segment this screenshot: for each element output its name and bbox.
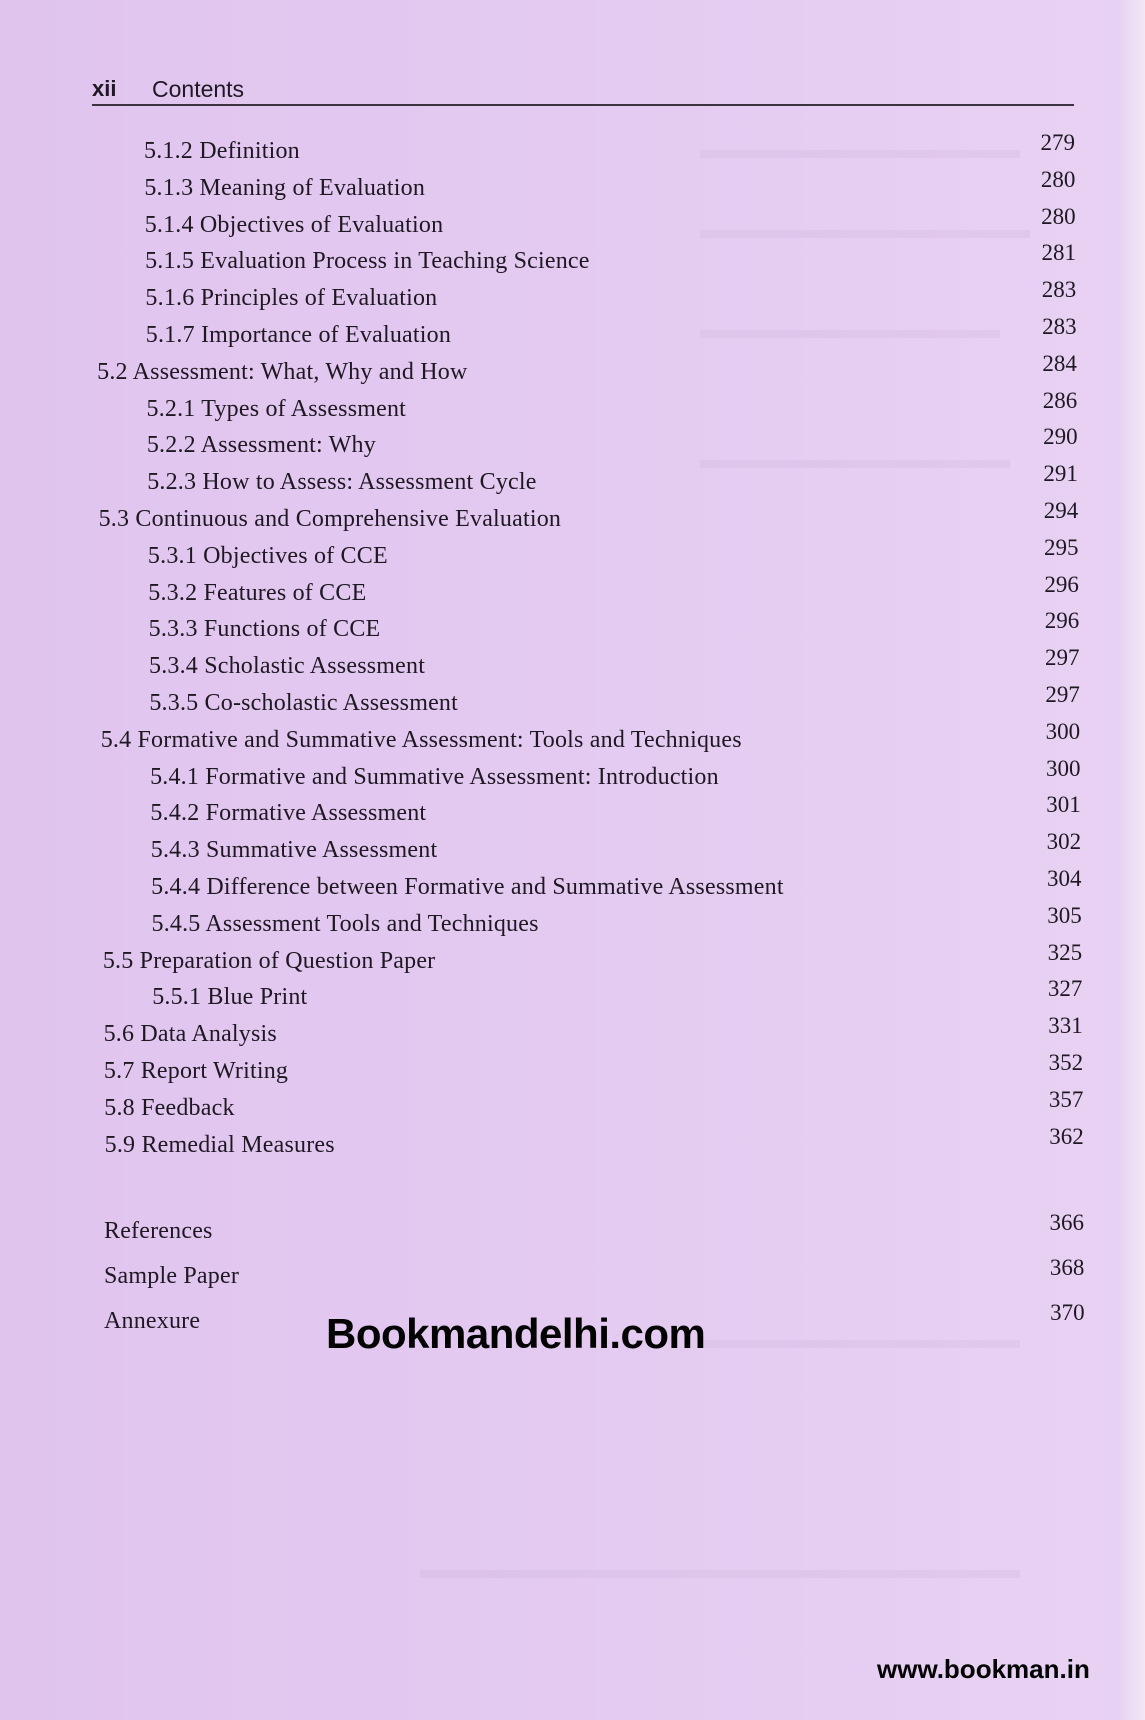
toc-entry [0, 755, 1145, 798]
toc-entry-label: 5.2.3 How to Assess: Assessment Cycle [147, 469, 537, 496]
toc-entry [0, 682, 1145, 724]
toc-entry [0, 277, 1145, 319]
toc-entry-label: 5.9 Remedial Measures [104, 1131, 335, 1158]
toc-entry-page: 294 [1043, 498, 1079, 523]
toc-entry-label: 5.2 Assessment: What, Why and How [97, 358, 468, 385]
toc-entry-label: 5.1.5 Evaluation Process in Teaching Science [145, 248, 590, 275]
toc-entry-label: 5.7 Report Writing [103, 1058, 289, 1084]
toc-entry-page: 291 [1043, 461, 1078, 487]
toc-entry-label: 5.3.1 Objectives of CCE [147, 542, 388, 569]
toc-entry-page: 297 [1045, 645, 1080, 671]
toc-entry-page: 283 [1041, 277, 1077, 303]
toc-entry [0, 902, 1145, 945]
toc-entry [0, 534, 1145, 577]
toc-entry-page: 296 [1044, 571, 1079, 597]
toc-entry [0, 571, 1145, 614]
toc-entry-label: 5.3.5 Co-scholastic Assessment [149, 690, 458, 716]
toc-entry-page: 325 [1047, 939, 1083, 965]
toc-entry-label: 5.4.2 Formative Assessment [150, 800, 427, 827]
toc-entry [0, 645, 1145, 687]
toc-entry [0, 1123, 1145, 1166]
toc-entry-page: 370 [1050, 1300, 1085, 1325]
toc-entry-page: 331 [1048, 1013, 1083, 1039]
toc-entry-page: 283 [1042, 314, 1077, 339]
toc-entry [0, 608, 1145, 650]
toc-entry [0, 498, 1145, 540]
toc-entry [0, 866, 1145, 908]
toc-entry-page: 352 [1048, 1050, 1084, 1075]
running-head: Contents [152, 76, 245, 102]
toc-entry [0, 1050, 1145, 1092]
toc-entry-label: 5.1.7 Importance of Evaluation [145, 322, 452, 348]
toc-entry [0, 166, 1145, 209]
toc-entry-page: 295 [1044, 534, 1079, 560]
toc-entry-label: 5.2.2 Assessment: Why [146, 432, 376, 459]
toc-entry [0, 461, 1145, 503]
toc-entry-page: 305 [1047, 902, 1082, 928]
toc-entry [0, 976, 1145, 1018]
toc-entry [0, 939, 1145, 982]
toc-entry [0, 1086, 1145, 1129]
watermark-text: Bookmandelhi.com [326, 1310, 706, 1357]
toc-entry-page: 280 [1041, 203, 1076, 229]
toc-entry-label: 5.1.6 Principles of Evaluation [145, 285, 438, 312]
toc-entry [0, 240, 1145, 282]
toc-entry-page: 300 [1045, 718, 1081, 744]
toc-entry-page: 302 [1046, 829, 1082, 855]
toc-entry-label: 5.4.1 Formative and Summative Assessment: Introduction [150, 763, 719, 790]
toc-entry-page: 368 [1049, 1255, 1085, 1280]
toc-entry [0, 1013, 1145, 1055]
toc-entry [0, 350, 1145, 393]
toc-entry-page: 296 [1044, 608, 1080, 634]
toc-entry-page: 290 [1043, 424, 1078, 450]
toc-entry [0, 387, 1145, 430]
page-number: xii [92, 76, 117, 101]
toc-entry-page: 300 [1045, 755, 1081, 781]
toc-entry-page: 304 [1046, 866, 1082, 891]
footer-url: www.bookman.in [877, 1654, 1090, 1684]
toc-entry-label: 5.1.2 Definition [144, 138, 300, 164]
toc-entry-page: 284 [1042, 350, 1077, 376]
toc-entry-label: 5.1.3 Meaning of Evaluation [144, 174, 426, 201]
toc-entry [0, 203, 1145, 246]
toc-entry [0, 792, 1145, 834]
toc-entry [0, 1210, 1145, 1252]
toc-entry-label: References [104, 1218, 213, 1244]
toc-entry-label: 5.4 Formative and Summative Assessment: Tools and Techniques [100, 726, 742, 753]
toc-entry-label: 5.2.1 Types of Assessment [146, 395, 407, 422]
toc-entry-page: 362 [1049, 1123, 1084, 1149]
toc-entry [0, 314, 1145, 356]
toc-entry [0, 829, 1145, 871]
toc-entry-page: 366 [1049, 1210, 1085, 1235]
toc-entry-page: 281 [1041, 240, 1076, 266]
toc-entry-label: Sample Paper [104, 1263, 240, 1289]
toc-entry [0, 718, 1145, 761]
toc-entry-label: 5.5 Preparation of Question Paper [102, 947, 436, 974]
toc-entry-page: 280 [1040, 166, 1076, 192]
toc-entry-label: 5.1.4 Objectives of Evaluation [144, 211, 444, 238]
toc-entry [0, 1255, 1145, 1297]
toc-entry-label: 5.3.2 Features of CCE [148, 579, 367, 606]
toc-entry-label: 5.4.3 Summative Assessment [150, 837, 438, 864]
toc-entry-label: 5.3.3 Functions of CCE [148, 616, 381, 643]
toc-entry-label: 5.8 Feedback [104, 1094, 235, 1121]
toc-entry-label: 5.4.4 Difference between Formative and Summative Assessment [151, 874, 784, 900]
toc-entry-label: 5.6 Data Analysis [103, 1021, 277, 1048]
toc-entry-label: 5.5.1 Blue Print [152, 984, 308, 1011]
toc-entry [0, 130, 1145, 172]
toc-entry-page: 327 [1047, 976, 1083, 1002]
toc-entry-label: 5.3 Continuous and Comprehensive Evaluation [98, 506, 562, 532]
toc-entry-page: 357 [1048, 1086, 1084, 1112]
toc-entry-label: 5.3.4 Scholastic Assessment [149, 653, 426, 680]
toc-entry [0, 424, 1145, 466]
toc-entry-label: Annexure [104, 1308, 201, 1334]
toc-entry-page: 286 [1042, 387, 1078, 413]
toc-entry-page: 301 [1046, 792, 1081, 818]
toc-entry-page: 279 [1040, 130, 1075, 155]
toc-entry-label: 5.4.5 Assessment Tools and Techniques [151, 910, 539, 937]
toc-entry-page: 297 [1045, 682, 1080, 707]
